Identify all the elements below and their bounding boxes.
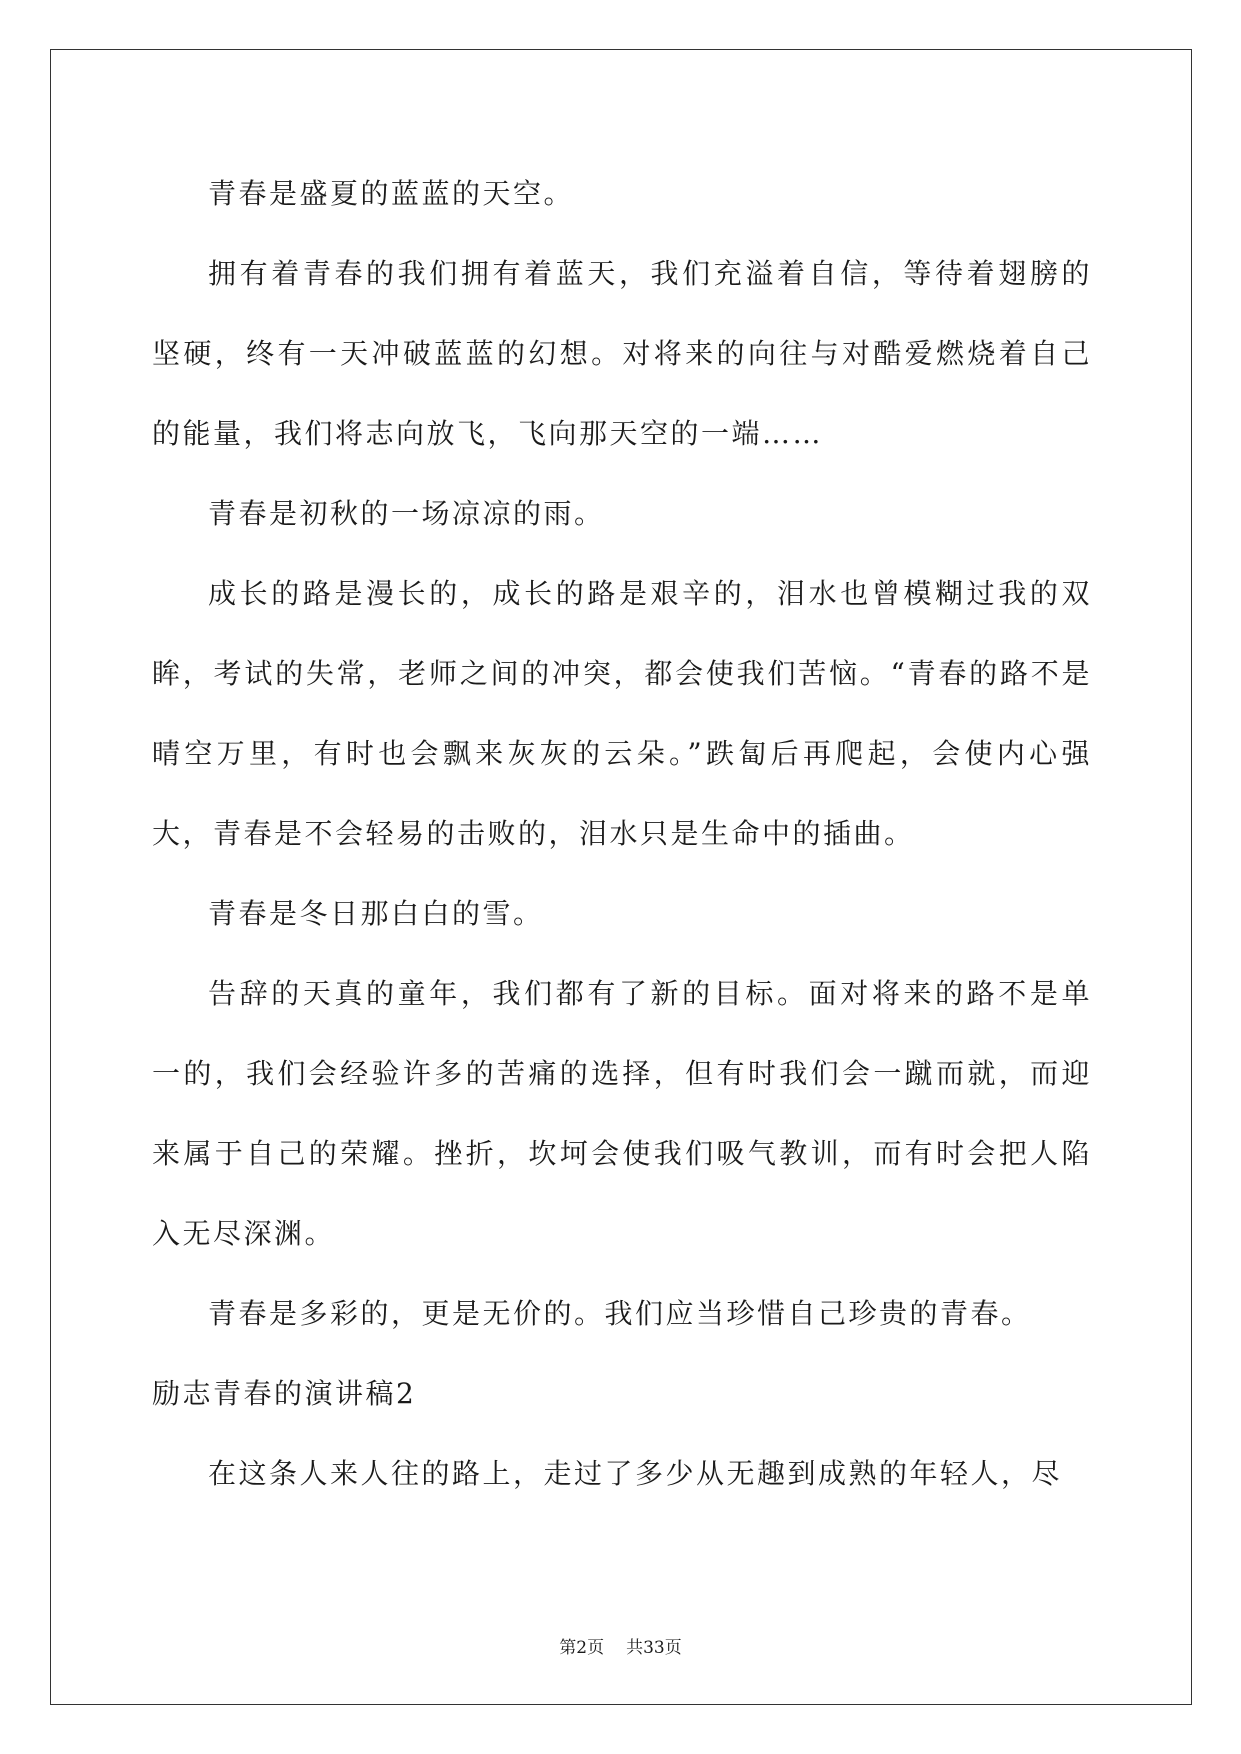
paragraph-summer-sky: 青春是盛夏的蓝蓝的天空。 bbox=[208, 177, 575, 210]
paragraph-blue-sky-dreams: 拥有着青春的我们拥有着蓝天，我们充溢着自信，等待着翅膀的坚硬，终有一天冲破蓝蓝的幻想。对将来的向往与对酷爱燃烧着自己的能量，我们将志向放飞，飞向那天空的一端…… bbox=[152, 257, 1092, 450]
paragraph-winter-snow: 青春是冬日那白白的雪。 bbox=[208, 897, 544, 930]
paragraph-cherish-youth: 青春是多彩的，更是无价的。我们应当珍惜自己珍贵的青春。 bbox=[208, 1297, 1032, 1330]
paragraph-farewell-childhood: 告辞的天真的童年，我们都有了新的目标。面对将来的路不是单一的，我们会经验许多的苦痛的选择，但有时我们会一蹴而就，而迎来属于自己的荣耀。挫折，坎坷会使我们吸气教训，而有时会把人陷入无尽深渊。 bbox=[152, 977, 1092, 1250]
page-footer bbox=[0, 1633, 1241, 1658]
paragraph-busy-road: 在这条人来人往的路上，走过了多少从无趣到成熟的年轻人，尽 bbox=[208, 1457, 1063, 1490]
paragraph-autumn-rain: 青春是初秋的一场凉凉的雨。 bbox=[208, 497, 605, 530]
total-pages: 共33页 bbox=[626, 1638, 682, 1658]
section-heading: 励志青春的演讲稿2 bbox=[152, 1377, 417, 1410]
page-number: 第2页 bbox=[559, 1638, 605, 1658]
paragraph-growing-path: 成长的路是漫长的，成长的路是艰辛的，泪水也曾模糊过我的双眸，考试的失常，老师之间的冲突，都会使我们苦恼。“青春的路不是晴空万里，有时也会飘来灰灰的云朵。”跌匐后再爬起，会使内心强大，青春是不会轻易的击败的，泪水只是生命中的插曲。 bbox=[152, 577, 1092, 850]
document-body bbox=[152, 154, 1092, 1514]
